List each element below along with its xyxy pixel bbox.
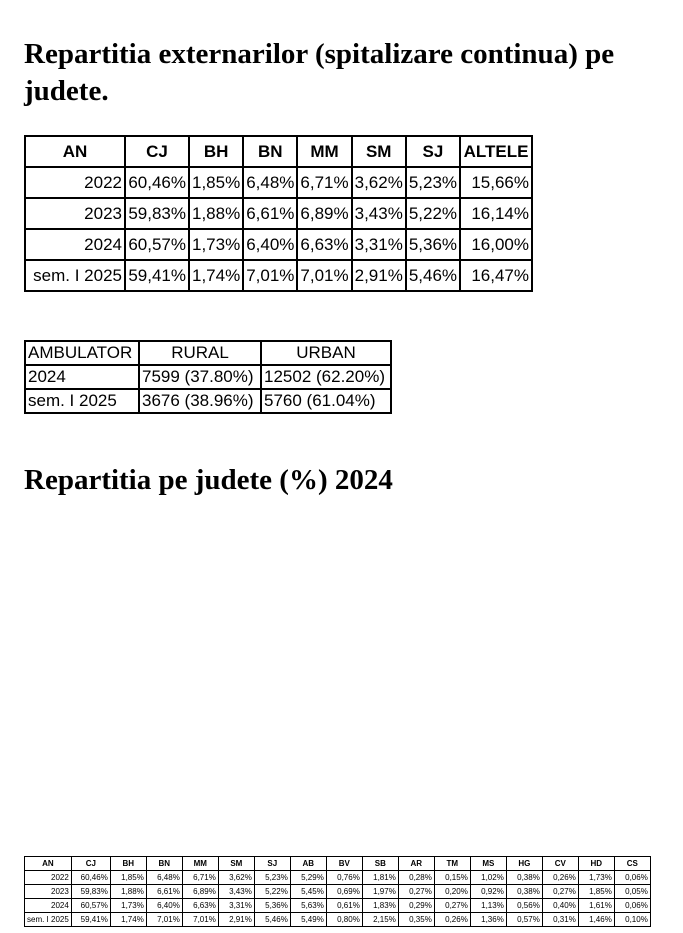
col-header: ALTELE bbox=[460, 136, 532, 167]
cell: 1,85% bbox=[110, 871, 146, 885]
col-header: CV bbox=[542, 857, 578, 871]
row-label: sem. I 2025 bbox=[25, 389, 139, 413]
cell: 0,38% bbox=[506, 871, 542, 885]
cell: 1,61% bbox=[578, 899, 614, 913]
table-header-row bbox=[25, 341, 391, 365]
cell: 16,00% bbox=[460, 229, 532, 260]
table-row bbox=[25, 871, 651, 885]
cell: 5,36% bbox=[254, 899, 290, 913]
col-header: CS bbox=[614, 857, 650, 871]
cell: 59,41% bbox=[125, 260, 189, 291]
row-label: 2024 bbox=[25, 365, 139, 389]
cell: 0,56% bbox=[506, 899, 542, 913]
cell: 0,35% bbox=[398, 913, 434, 927]
table-row bbox=[25, 167, 532, 198]
cell: 1,74% bbox=[189, 260, 243, 291]
row-label: 2022 bbox=[25, 167, 125, 198]
cell: 5760 (61.04%) bbox=[261, 389, 391, 413]
cell: 1,85% bbox=[578, 885, 614, 899]
cell: 0,28% bbox=[398, 871, 434, 885]
cell: 1,83% bbox=[362, 899, 398, 913]
row-label: 2023 bbox=[25, 198, 125, 229]
cell: 6,61% bbox=[146, 885, 182, 899]
cell: 5,63% bbox=[290, 899, 326, 913]
cell: 3,31% bbox=[218, 899, 254, 913]
cell: 0,40% bbox=[542, 899, 578, 913]
cell: 0,20% bbox=[434, 885, 470, 899]
cell: 59,41% bbox=[71, 913, 110, 927]
cell: 59,83% bbox=[125, 198, 189, 229]
col-header: AN bbox=[25, 857, 72, 871]
cell: 1,73% bbox=[110, 899, 146, 913]
cell: 0,29% bbox=[398, 899, 434, 913]
table-row bbox=[25, 885, 651, 899]
cell: 6,71% bbox=[297, 167, 351, 198]
cell: 0,80% bbox=[326, 913, 362, 927]
table-row bbox=[25, 365, 391, 389]
cell: 1,46% bbox=[578, 913, 614, 927]
cell: 0,06% bbox=[614, 899, 650, 913]
cell: 3,31% bbox=[352, 229, 406, 260]
col-header: SM bbox=[218, 857, 254, 871]
table-row bbox=[25, 198, 532, 229]
cell: 6,48% bbox=[146, 871, 182, 885]
cell: 6,89% bbox=[182, 885, 218, 899]
cell: 15,66% bbox=[460, 167, 532, 198]
cell: 5,46% bbox=[254, 913, 290, 927]
cell: 7,01% bbox=[182, 913, 218, 927]
cell: 5,36% bbox=[406, 229, 460, 260]
main-title: Repartitia externarilor (spitalizare continua) pe judete. bbox=[24, 38, 615, 107]
table-header-row bbox=[25, 857, 651, 871]
col-header: CJ bbox=[125, 136, 189, 167]
col-header: BH bbox=[110, 857, 146, 871]
discharges-county-table bbox=[24, 135, 533, 292]
col-header: SB bbox=[362, 857, 398, 871]
col-header: URBAN bbox=[261, 341, 391, 365]
cell: 5,45% bbox=[290, 885, 326, 899]
cell: 0,06% bbox=[614, 871, 650, 885]
row-label: 2024 bbox=[25, 899, 72, 913]
cell: 2,91% bbox=[352, 260, 406, 291]
col-header: SJ bbox=[254, 857, 290, 871]
cell: 5,29% bbox=[290, 871, 326, 885]
cell: 1,74% bbox=[110, 913, 146, 927]
col-header: BN bbox=[146, 857, 182, 871]
col-header: BV bbox=[326, 857, 362, 871]
col-header: HG bbox=[506, 857, 542, 871]
col-header: MS bbox=[470, 857, 506, 871]
cell: 2,91% bbox=[218, 913, 254, 927]
col-header: RURAL bbox=[139, 341, 261, 365]
cell: 0,92% bbox=[470, 885, 506, 899]
cell: 0,38% bbox=[506, 885, 542, 899]
cell: 7,01% bbox=[243, 260, 297, 291]
cell: 6,48% bbox=[243, 167, 297, 198]
cell: 1,85% bbox=[189, 167, 243, 198]
row-label: 2024 bbox=[25, 229, 125, 260]
cell: 3,43% bbox=[218, 885, 254, 899]
col-header: AN bbox=[25, 136, 125, 167]
cell: 2,15% bbox=[362, 913, 398, 927]
cell: 1,02% bbox=[470, 871, 506, 885]
cell: 0,05% bbox=[614, 885, 650, 899]
cell: 5,23% bbox=[406, 167, 460, 198]
cell: 0,31% bbox=[542, 913, 578, 927]
row-label: sem. I 2025 bbox=[25, 913, 72, 927]
cell: 0,10% bbox=[614, 913, 650, 927]
cell: 1,73% bbox=[189, 229, 243, 260]
cell: 3,62% bbox=[218, 871, 254, 885]
cell: 6,71% bbox=[182, 871, 218, 885]
cell: 5,46% bbox=[406, 260, 460, 291]
table-row bbox=[25, 913, 651, 927]
cell: 3676 (38.96%) bbox=[139, 389, 261, 413]
table-row bbox=[25, 229, 532, 260]
cell: 5,22% bbox=[406, 198, 460, 229]
col-header: CJ bbox=[71, 857, 110, 871]
cell: 1,36% bbox=[470, 913, 506, 927]
cell: 0,26% bbox=[542, 871, 578, 885]
col-header: AMBULATOR bbox=[25, 341, 139, 365]
counties-title: Repartitia pe judete (%) 2024 bbox=[24, 464, 393, 496]
col-header: HD bbox=[578, 857, 614, 871]
cell: 0,27% bbox=[398, 885, 434, 899]
cell: 5,23% bbox=[254, 871, 290, 885]
table-row bbox=[25, 899, 651, 913]
col-header: SM bbox=[352, 136, 406, 167]
col-header: MM bbox=[182, 857, 218, 871]
cell: 6,40% bbox=[146, 899, 182, 913]
cell: 6,61% bbox=[243, 198, 297, 229]
cell: 0,27% bbox=[542, 885, 578, 899]
col-header: TM bbox=[434, 857, 470, 871]
cell: 1,13% bbox=[470, 899, 506, 913]
row-label: sem. I 2025 bbox=[25, 260, 125, 291]
cell: 6,63% bbox=[297, 229, 351, 260]
col-header: BN bbox=[243, 136, 297, 167]
cell: 1,81% bbox=[362, 871, 398, 885]
cell: 7,01% bbox=[297, 260, 351, 291]
col-header: BH bbox=[189, 136, 243, 167]
table-row bbox=[25, 260, 532, 291]
cell: 12502 (62.20%) bbox=[261, 365, 391, 389]
cell: 7,01% bbox=[146, 913, 182, 927]
table-row bbox=[25, 389, 391, 413]
row-label: 2022 bbox=[25, 871, 72, 885]
cell: 60,46% bbox=[71, 871, 110, 885]
cell: 60,57% bbox=[125, 229, 189, 260]
cell: 60,46% bbox=[125, 167, 189, 198]
cell: 3,43% bbox=[352, 198, 406, 229]
cell: 0,15% bbox=[434, 871, 470, 885]
cell: 0,61% bbox=[326, 899, 362, 913]
county-distribution-table bbox=[24, 856, 651, 927]
col-header: AB bbox=[290, 857, 326, 871]
cell: 59,83% bbox=[71, 885, 110, 899]
cell: 0,69% bbox=[326, 885, 362, 899]
cell: 0,76% bbox=[326, 871, 362, 885]
ambulatory-table bbox=[24, 340, 392, 414]
cell: 0,26% bbox=[434, 913, 470, 927]
row-label: 2023 bbox=[25, 885, 72, 899]
cell: 5,49% bbox=[290, 913, 326, 927]
table-header-row bbox=[25, 136, 532, 167]
cell: 1,88% bbox=[110, 885, 146, 899]
cell: 6,40% bbox=[243, 229, 297, 260]
cell: 6,89% bbox=[297, 198, 351, 229]
cell: 6,63% bbox=[182, 899, 218, 913]
cell: 7599 (37.80%) bbox=[139, 365, 261, 389]
cell: 60,57% bbox=[71, 899, 110, 913]
col-header: AR bbox=[398, 857, 434, 871]
cell: 16,47% bbox=[460, 260, 532, 291]
cell: 0,27% bbox=[434, 899, 470, 913]
cell: 1,73% bbox=[578, 871, 614, 885]
cell: 3,62% bbox=[352, 167, 406, 198]
cell: 0,57% bbox=[506, 913, 542, 927]
cell: 1,97% bbox=[362, 885, 398, 899]
cell: 1,88% bbox=[189, 198, 243, 229]
col-header: MM bbox=[297, 136, 351, 167]
col-header: SJ bbox=[406, 136, 460, 167]
cell: 5,22% bbox=[254, 885, 290, 899]
cell: 16,14% bbox=[460, 198, 532, 229]
